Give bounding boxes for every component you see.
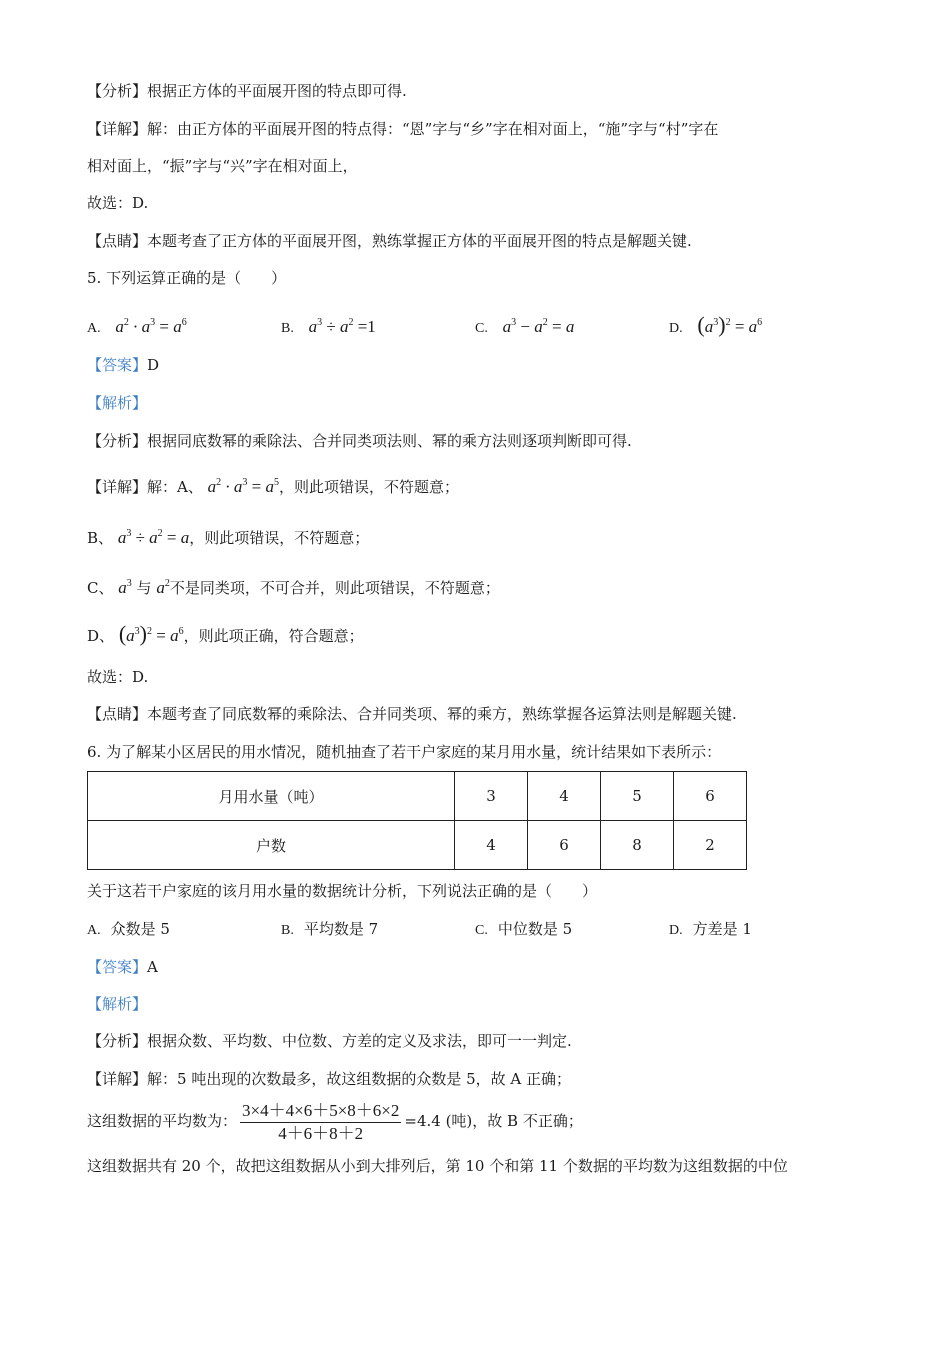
question-stem: 5. 下列运算正确的是（ ） [87, 269, 287, 287]
detail-suffix: 不是同类项，不可合并，则此项错误，不符题意； [169, 579, 500, 597]
answer-line [87, 957, 158, 977]
detail-prefix: D、 [87, 627, 115, 645]
option-b [281, 917, 378, 943]
formula: $a^2 \cdot a^3 = a^5$ [207, 477, 279, 496]
mean-fraction [240, 1100, 401, 1145]
formula: $(a^3)^2 = a^6$ [118, 621, 184, 646]
table-cell: 6 [528, 821, 601, 870]
table-cell: 5 [601, 772, 674, 821]
option-a [87, 311, 187, 341]
option-c [475, 311, 574, 341]
comment-tag: 【点睛】 [87, 232, 148, 250]
table-cell: 2 [674, 821, 747, 870]
option-label: D. [669, 321, 683, 336]
detail-text: 解：由正方体的平面展开图的特点得：“恩”字与“乡”字在相对面上，“施”字与“村”字在 [147, 120, 719, 138]
option-d [669, 311, 762, 341]
option-d [669, 917, 752, 943]
detail-prefix: C、 [87, 579, 114, 597]
answer-tag: 【答案】 [87, 958, 148, 976]
fraction-numerator: 3×4＋4×6＋5×8＋6×2 [240, 1100, 401, 1123]
detail-mid: 与 [136, 579, 152, 597]
detail-line-c [87, 574, 500, 598]
mean-suffix: =4.4 (吨)，故 B 不正确； [404, 1112, 583, 1130]
detail-text: 解：5 吨出现的次数最多，故这组数据的众数是 5，故 A 正确； [147, 1070, 572, 1088]
comment-line [87, 231, 692, 251]
analysis-tag: 【分析】 [87, 432, 148, 450]
detail-suffix: ，则此项正确，符合题意； [183, 627, 364, 645]
detail-suffix: ，则此项错误，不符题意； [189, 529, 370, 547]
option-text: 平均数是 7 [303, 920, 379, 938]
explain-tag: 【解析】 [87, 394, 148, 412]
answer-value: D [147, 356, 160, 374]
table-cell: 3 [455, 772, 528, 821]
question-stem: 6. 为了解某小区居民的用水情况，随机抽查了若干户家庭的某月用水量，统计结果如下表所示： [87, 743, 722, 761]
option-label: D. [669, 923, 683, 938]
detail-line [87, 119, 718, 139]
answer-tag: 【答案】 [87, 356, 148, 374]
mean-prefix: 这组数据的平均数为： [87, 1112, 238, 1130]
detail-line-cont: 这组数据共有 20 个，故把这组数据从小到大排列后，第 10 个和第 11 个数据的平均数为这组数据的中位 [87, 1157, 788, 1175]
question-text: 关于这若干户家庭的该月用水量的数据统计分析，下列说法正确的是（ ） [87, 882, 598, 900]
formula: $a^2 \cdot a^3 = a^6$ [115, 317, 187, 336]
choose-line: 故选：D. [87, 668, 149, 686]
table-cell: 6 [674, 772, 747, 821]
analysis-tag: 【分析】 [87, 82, 148, 100]
option-b [281, 311, 376, 341]
detail-suffix: ，则此项错误，不符题意； [278, 478, 459, 496]
analysis-line [87, 81, 407, 101]
detail-line-d [87, 622, 364, 646]
comment-text: 本题考查了正方体的平面展开图，熟练掌握正方体的平面展开图的特点是解题关键. [147, 232, 692, 250]
formula: $a^3 - a^2 = a$ [502, 317, 575, 336]
detail-line [87, 1069, 571, 1089]
detail-line-a [87, 473, 459, 497]
option-label: C. [475, 321, 488, 336]
formula: $a^2$ [156, 578, 170, 597]
table-row [88, 821, 747, 870]
mean-line [87, 1097, 583, 1145]
detail-tag: 【详解】 [87, 1070, 148, 1088]
water-usage-table [87, 771, 747, 870]
analysis-text: 根据同底数幂的乘除法、合并同类项法则、幂的乘方法则逐项判断即可得. [147, 432, 632, 450]
detail-prefix: B、 [87, 529, 114, 547]
detail-tag: 【详解】 [87, 478, 148, 496]
comment-tag: 【点睛】 [87, 705, 148, 723]
detail-line-cont: 相对面上，“振”字与“兴”字在相对面上， [87, 157, 358, 175]
option-c [475, 917, 572, 943]
table-cell: 8 [601, 821, 674, 870]
analysis-line [87, 431, 632, 451]
option-text: 方差是 1 [692, 920, 752, 938]
option-label: B. [281, 321, 294, 336]
option-label: C. [475, 923, 488, 938]
option-text: 众数是 5 [110, 920, 170, 938]
detail-tag: 【详解】 [87, 120, 148, 138]
explain-tag: 【解析】 [87, 995, 148, 1013]
option-label: A. [87, 923, 101, 938]
detail-prefix: 解：A、 [147, 478, 203, 496]
option-label: B. [281, 923, 294, 938]
answer-line [87, 355, 159, 375]
table-row [88, 772, 747, 821]
detail-line-b [87, 524, 369, 548]
option-a [87, 917, 170, 943]
formula: $a^3 \div a^2 = a$ [117, 528, 190, 547]
answer-value: A [147, 958, 158, 976]
analysis-line [87, 1031, 572, 1051]
formula: $a^3 \div a^2 =1$ [308, 317, 376, 336]
analysis-text: 根据众数、平均数、中位数、方差的定义及求法，即可一一判定. [147, 1032, 572, 1050]
choose-line: 故选：D. [87, 194, 149, 212]
table-cell: 4 [455, 821, 528, 870]
option-label: A. [87, 321, 101, 336]
comment-line [87, 704, 737, 724]
fraction-denominator: 4＋6＋8＋2 [278, 1123, 364, 1143]
formula: $(a^3)^2 = a^6$ [697, 312, 763, 337]
formula: $a^3$ [118, 578, 132, 597]
table-row-header: 月用水量（吨） [88, 772, 455, 821]
option-text: 中位数是 5 [497, 920, 573, 938]
comment-text: 本题考查了同底数幂的乘除法、合并同类项、幂的乘方，熟练掌握各运算法则是解题关键. [147, 705, 737, 723]
table-cell: 4 [528, 772, 601, 821]
analysis-tag: 【分析】 [87, 1032, 148, 1050]
analysis-text: 根据正方体的平面展开图的特点即可得. [147, 82, 407, 100]
table-row-header: 户数 [88, 821, 455, 870]
